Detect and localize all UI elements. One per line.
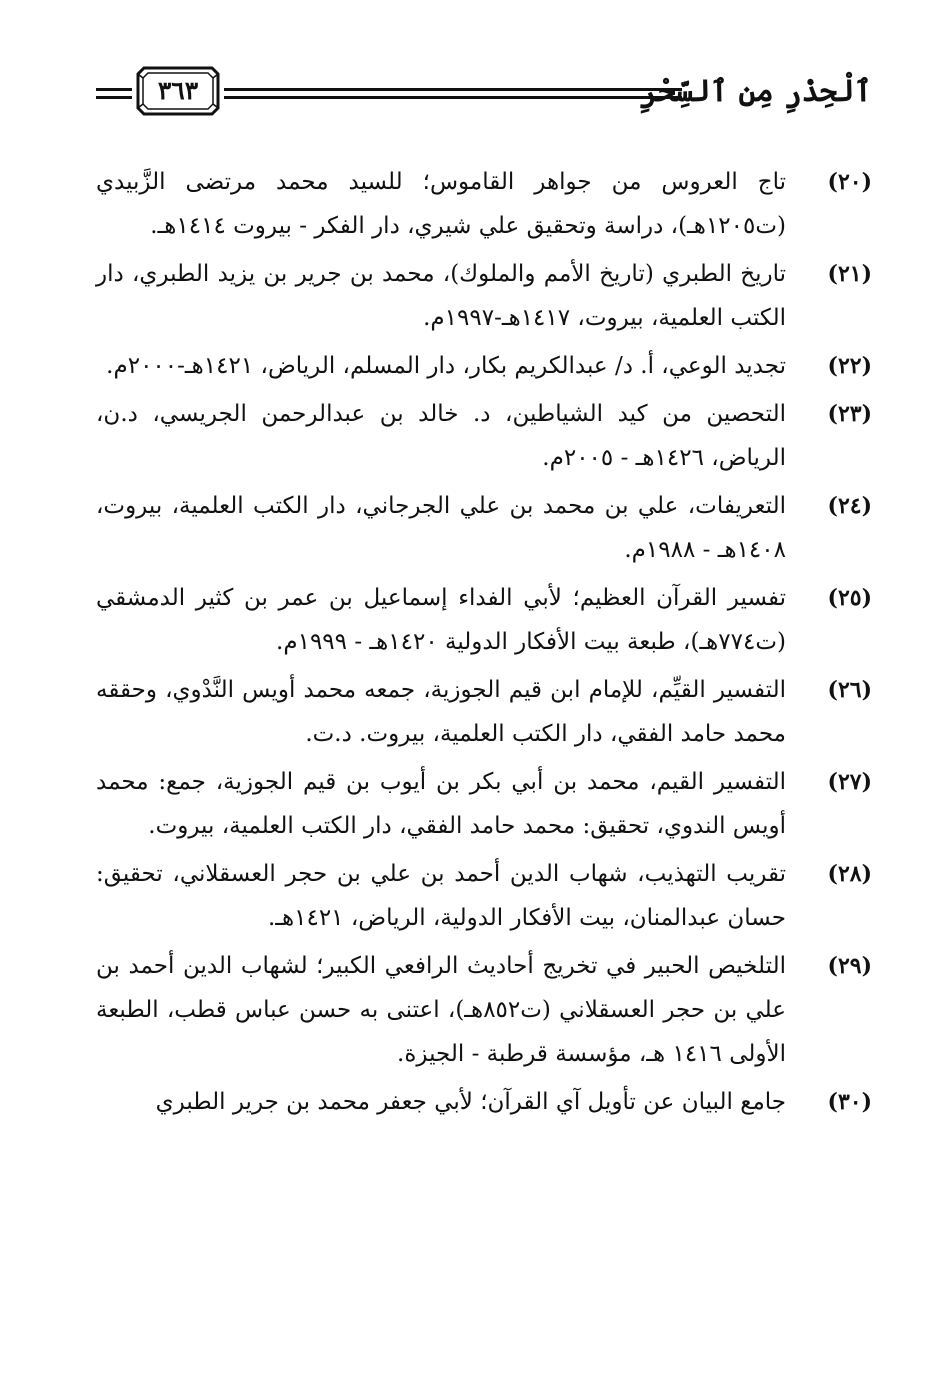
reference-item <box>96 160 872 248</box>
reference-text: تفسير القرآن العظيم؛ لأبي الفداء إسماعيل بن عمر بن كثير الدمشقي (ت٧٧٤هـ)، طبعة بيت الأفكار الدولية ١٤٢٠هـ - ١٩٩٩م. <box>96 585 786 655</box>
reference-number: (٣٠) <box>827 1089 872 1115</box>
page-header <box>96 62 872 124</box>
reference-item <box>96 252 872 340</box>
reference-text: التعريفات، علي بن محمد بن علي الجرجاني، دار الكتب العلمية، بيروت، ١٤٠٨هـ - ١٩٨٨م. <box>96 493 786 563</box>
reference-item <box>96 760 872 848</box>
reference-text: تجديد الوعي، أ. د/ عبدالكريم بكار، دار المسلم، الرياض، ١٤٢١هـ-٢٠٠٠م. <box>106 353 786 379</box>
reference-item <box>96 484 872 572</box>
reference-item <box>96 852 872 940</box>
reference-number: (٢٢) <box>827 353 872 379</box>
reference-item <box>96 392 872 480</box>
header-rule <box>224 88 682 91</box>
reference-number: (٢٦) <box>827 677 872 703</box>
reference-text: تقريب التهذيب، شهاب الدين أحمد بن علي بن حجر العسقلاني، تحقيق: حسان عبدالمنان، بيت الأفكار الدولية، الرياض، ١٤٢١هـ. <box>96 861 786 931</box>
reference-number: (٢٠) <box>827 169 872 195</box>
page-number-badge <box>136 66 220 116</box>
reference-text: تاريخ الطبري (تاريخ الأمم والملوك)، محمد بن جرير بن يزيد الطبري، دار الكتب العلمية، بيروت، ١٤١٧هـ-١٩٩٧م. <box>96 261 786 331</box>
reference-number: (٢٣) <box>827 401 872 427</box>
page-number: ٣٦٣ <box>157 76 199 105</box>
reference-number: (٢٤) <box>827 493 872 519</box>
reference-item <box>96 1080 872 1124</box>
reference-item <box>96 668 872 756</box>
reference-text: التفسير القيم، محمد بن أبي بكر بن أيوب بن قيم الجوزية، جمع: محمد أويس الندوي، تحقيق: محمد حامد الفقي، دار الكتب العلمية، بيروت. <box>96 769 786 839</box>
reference-item <box>96 344 872 388</box>
running-title: ٱلْحِذْرِ مِن ٱلسِّحْرِ <box>640 74 872 109</box>
reference-item <box>96 576 872 664</box>
reference-text: التفسير القيِّم، للإمام ابن قيم الجوزية، جمعه محمد أويس النَّدْوي، وحققه محمد حامد الفقي، دار الكتب العلمية، بيروت. د.ت. <box>96 677 786 747</box>
reference-number: (٢١) <box>827 261 872 287</box>
reference-number: (٢٩) <box>827 953 872 979</box>
reference-text: جامع البيان عن تأويل آي القرآن؛ لأبي جعفر محمد بن جرير الطبري <box>155 1089 786 1115</box>
reference-text: التحصين من كيد الشياطين، د. خالد بن عبدالرحمن الجريسي، د.ن، الرياض، ١٤٢٦هـ - ٢٠٠٥م. <box>96 401 786 471</box>
header-rule-short <box>96 88 132 91</box>
reference-list <box>96 160 872 1128</box>
reference-item <box>96 944 872 1076</box>
reference-number: (٢٨) <box>827 861 872 887</box>
reference-number: (٢٧) <box>827 769 872 795</box>
reference-text: التلخيص الحبير في تخريج أحاديث الرافعي الكبير؛ لشهاب الدين أحمد بن علي بن حجر العسقلاني (ت٨٥٢هـ)، اعتنى به حسن عباس قطب، الطبعة الأولى ١٤١٦ هـ، مؤسسة قرطبة - الجيزة. <box>96 953 787 1067</box>
reference-number: (٢٥) <box>827 585 872 611</box>
reference-text: تاج العروس من جواهر القاموس؛ للسيد محمد مرتضى الزَّبيدي (ت١٢٠٥هـ)، دراسة وتحقيق علي شيري، دار الفكر - بيروت ١٤١٤هـ. <box>96 169 786 239</box>
